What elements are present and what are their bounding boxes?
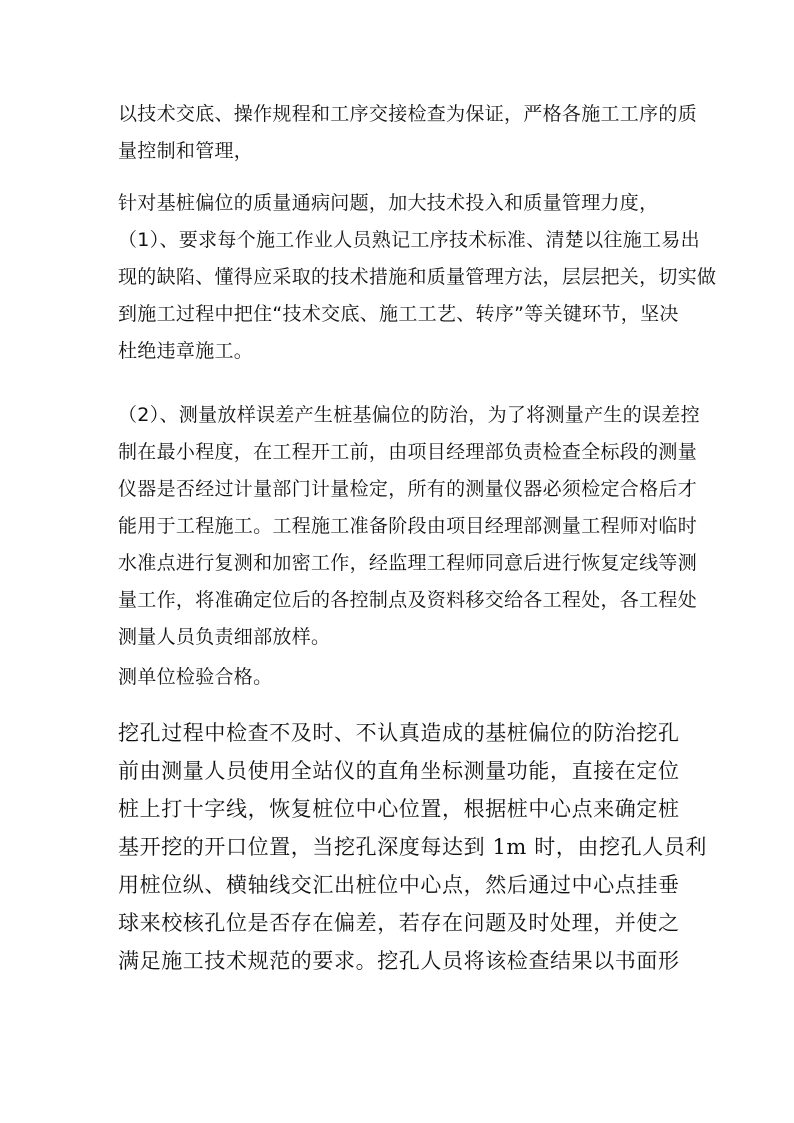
text-line: 满足施工技术规范的要求。挖孔人员将该检查结果以书面形: [118, 949, 680, 973]
text-line: 测量人员负责细部放样。: [118, 626, 331, 648]
text-line: 水准点进行复测和加密工作，经监理工程师同意后进行恢复定线等测: [118, 552, 698, 574]
text-line: 针对基桩偏位的质量通病问题，加大技术投入和质量管理力度，: [118, 192, 659, 214]
text-line: （1）、要求每个施工作业人员熟记工序技术标准、清楚以往施工易出: [118, 229, 700, 251]
text-line: 量工作，将准确定位后的各控制点及资料移交给各工程处，各工程处: [118, 589, 698, 611]
paragraph-quality-issues: [118, 185, 688, 222]
text-line: 现的缺陷、懂得应采取的技术措施和质量管理方法，层层把关，切实做: [118, 266, 717, 288]
text-line: 以技术交底、操作规程和工序交接检查为保证，严格各施工工序的质: [118, 103, 698, 125]
text-line: 能用于工程施工。工程施工准备阶段由项目经理部测量工程师对临时: [118, 515, 698, 537]
text-line: 桩上打十字线，恢复桩位中心位置，根据桩中心点来确定桩: [118, 797, 680, 821]
text-line: 测单位检验合格。: [118, 666, 273, 688]
text-line: 量控制和管理，: [118, 140, 254, 162]
text-line: 仪器是否经过计量部门计量检定，所有的测量仪器必须检定合格后才: [118, 478, 698, 500]
text-line: 到施工过程中把住“技术交底、施工工艺、转序”等关键环节，坚决: [118, 303, 679, 325]
paragraph-excavation-check: [118, 714, 708, 980]
paragraph-inspection-pass: [118, 659, 688, 696]
paragraph-item-2: [118, 397, 700, 656]
text-line: 球来校核孔位是否存在偏差，若存在问题及时处理，并使之: [118, 911, 680, 935]
paragraph-quality-assurance: [118, 96, 698, 170]
text-line: 挖孔过程中检查不及时、不认真造成的基桩偏位的防治挖孔: [118, 721, 680, 745]
paragraph-item-1: [118, 222, 717, 370]
text-line: 前由测量人员使用全站仪的直角坐标测量功能，直接在定位: [118, 759, 680, 783]
text-line: （2）、测量放样误差产生桩基偏位的防治，为了将测量产生的误差控: [118, 404, 700, 426]
text-line: 用桩位纵、横轴线交汇出桩位中心点，然后通过中心点挂垂: [118, 873, 680, 897]
text-line: 基开挖的开口位置，当挖孔深度每达到 1m 时，由挖孔人员利: [118, 835, 708, 859]
text-line: 制在最小程度，在工程开工前，由项目经理部负责检查全标段的测量: [118, 441, 698, 463]
text-line: 杜绝违章施工。: [118, 340, 254, 362]
